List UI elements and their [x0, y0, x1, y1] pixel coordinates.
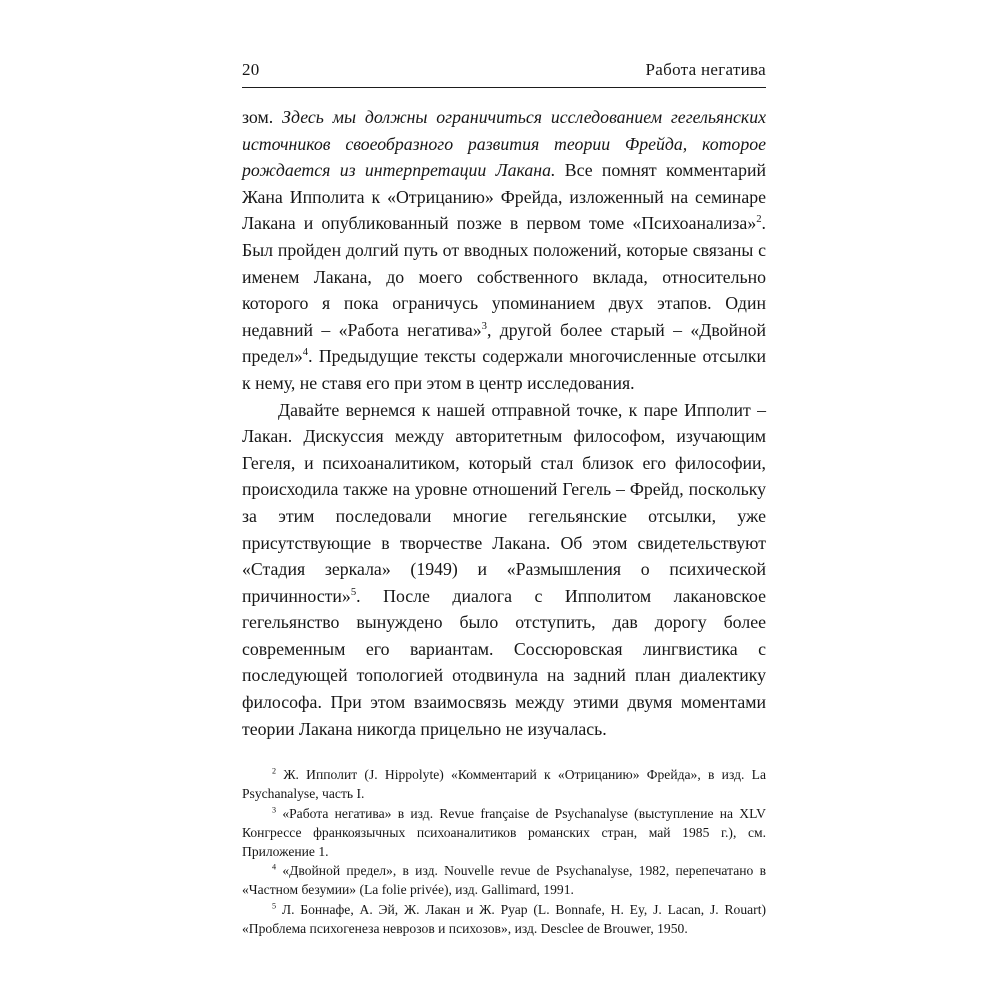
paragraph: [242, 397, 766, 743]
page-header: [242, 60, 766, 80]
text-run: . Предыдущие тексты содержали многочисленные отсылки к нему, не ставя его при этом в центр исследования.: [242, 346, 766, 393]
text-run: зом.: [242, 107, 282, 127]
footnote-marker: 4: [272, 862, 277, 872]
text-run: Все помнят комментарий Жана Ипполита к «Отрицанию» Фрейда, изложенный на семинаре Лакана и опубликованный позже в первом томе «Психоанализа»: [242, 160, 766, 234]
footnote-marker: 3: [272, 805, 277, 815]
footnote-3: [242, 804, 766, 862]
footnote-4: [242, 861, 766, 899]
page-number: 20: [242, 60, 260, 79]
running-title: Работа негатива: [645, 60, 766, 79]
text-run: «Работа негатива» в изд. Revue française de Psychanalyse (выступление на XLV Конгрессе франкоязычных психоаналитиков романских стран, май 1985 г.), см. Приложение 1.: [242, 805, 766, 860]
text-run: Давайте вернемся к нашей отправной точке, к паре Ипполит – Лакан. Дискуссия между авторитетным философом, изучающим Гегеля, и психоаналитиком, который стал близок его философии, происходила также на уровне отношений Гегель – Фрейд, поскольку за этим последовали многие гегельянские отсылки, уже присутствующие в творчестве Лакана. Об этом свидетельствуют «Стадия зеркала» (1949) и «Размышления о психической причинности»: [242, 399, 766, 606]
footnote-marker: 3: [481, 319, 487, 332]
footnote-marker: 2: [272, 766, 277, 776]
body-text: [242, 104, 766, 742]
text-run: «Двойной предел», в изд. Nouvelle revue de Psychanalyse, 1982, перепечатано в «Частном безумии» (La folie privée), изд. Gallimard, 1991.: [242, 863, 766, 898]
text-run: Л. Боннафе, А. Эй, Ж. Лакан и Ж. Руар (L. Bonnafe, H. Ey, J. Lacan, J. Rouart) «Проблема психогенеза неврозов и психозов», изд. Desclee de Brouwer, 1950.: [242, 901, 766, 936]
text-run: Ж. Ипполит (J. Hippolyte) «Комментарий к «Отрицанию» Фрейда», в изд. La Psychanalyse, часть I.: [242, 767, 766, 802]
footnote-2: [242, 765, 766, 803]
italic-text-run: Здесь мы должны ограничиться исследованием гегельянских источников своеобразного развития теории Фрейда, которое рождается из интерпретации Лакана.: [242, 107, 767, 181]
footnote-5: [242, 900, 766, 938]
text-run: . После диалога с Ипполитом лакановское гегельянство вынуждено было отступить, дав дорогу более современным его вариантам. Соссюровская лингвистика с последующей топологией отодвинула на задний план диалектику философа. При этом взаимосвязь между этими двумя моментами теории Лакана никогда прицельно не изучалась.: [242, 585, 766, 739]
text-run: . Был пройден долгий путь от вводных положений, которые связаны с именем Лакана, до моего собственного вклада, относительно которого я пока ограничусь упоминанием двух этапов. Один недавний – «Работа негатива»: [242, 213, 766, 340]
footnotes-section: [242, 765, 766, 938]
footnote-marker: 5: [272, 901, 277, 911]
text-run: , другой более старый – «Двойной предел»: [242, 319, 766, 367]
header-rule: [242, 87, 766, 88]
paragraph-continuation: [242, 104, 766, 397]
footnote-marker: 2: [756, 213, 762, 226]
footnote-marker: 4: [302, 346, 309, 359]
footnote-marker: 5: [350, 585, 357, 598]
book-page: [242, 60, 766, 938]
